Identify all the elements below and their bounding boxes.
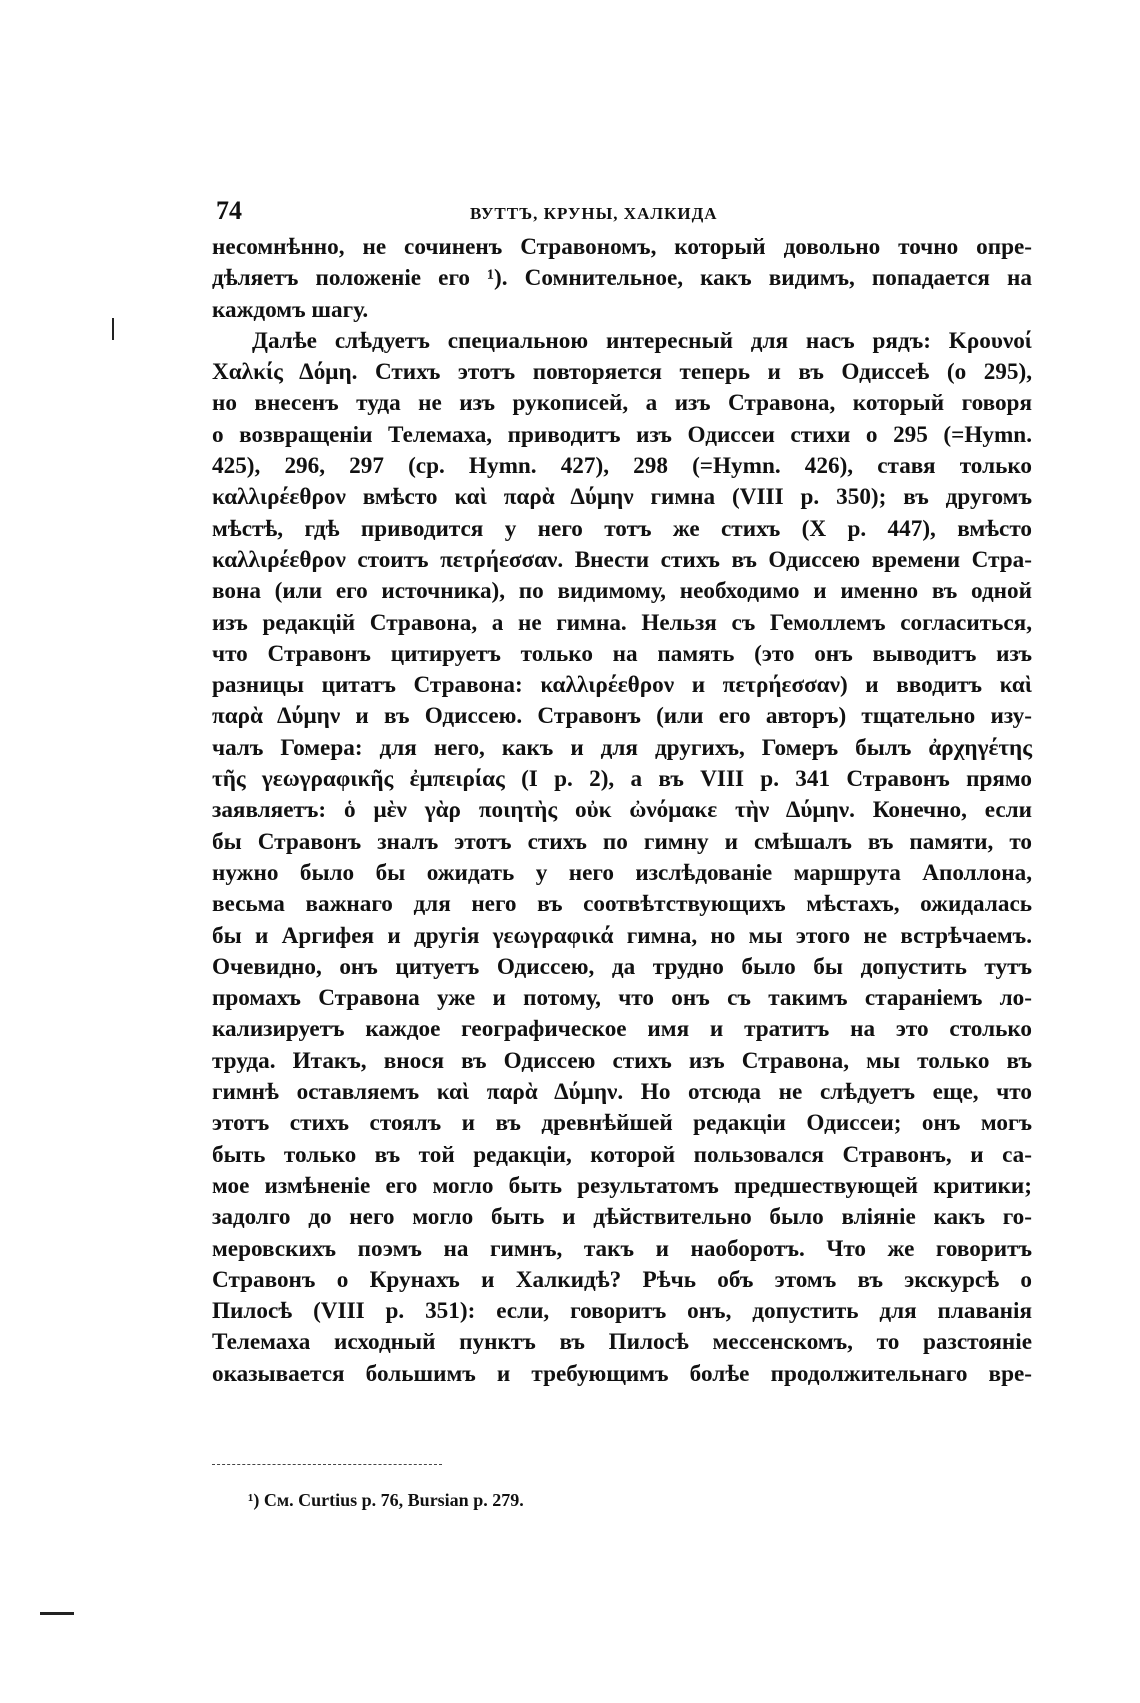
text-line: чалъ Гомера: для него, какъ и для другихъ, Гомеръ былъ ἀρχηγέτης <box>212 734 1032 761</box>
running-head: ВУТТЪ, КРУНЫ, ХАЛКИДА <box>470 204 718 223</box>
text-line: труда. Итакъ, внося въ Одиссею стихъ изъ Стравона, мы только въ <box>212 1047 1032 1074</box>
text-line: этотъ стихъ стоялъ и въ древнѣйшей редакціи Одиссеи; онъ могъ <box>212 1110 1032 1137</box>
text-line: бы Стравонъ зналъ этотъ стихъ по гимну и смѣшалъ въ памяти, то <box>212 828 1032 855</box>
text-line: промахъ Стравона уже и потому, что онъ съ такимъ стараніемъ ло- <box>212 985 1032 1012</box>
text-line: что Стравонъ цитируетъ только на память (это онъ выводитъ изъ <box>212 640 1032 667</box>
body-text <box>212 232 1032 1390</box>
text-line: задолго до него могло быть и дѣйствительно было вліяніе какъ го- <box>212 1204 1032 1231</box>
text-line: παρὰ Δύμην и въ Одиссею. Стравонъ (или его авторъ) тщательно изу- <box>212 703 1032 730</box>
text-line: мое измѣненіе его могло быть результатомъ предшествующей критики; <box>212 1172 1032 1199</box>
footnote: ¹) См. Curtius p. 76, Bursian p. 279. <box>248 1490 524 1510</box>
text-line: несомнѣнно, не сочиненъ Стравономъ, который довольно точно опре- <box>212 234 1032 260</box>
text-line: нужно было бы ожидать у него изслѣдованіе маршрута Аполлона, <box>212 859 1032 886</box>
text-line: разницы цитатъ Стравона: καλλιρέεθρον и πετρήεσσαν) и вводитъ καὶ <box>212 672 1032 699</box>
text-line: каждомъ шагу. <box>212 296 369 323</box>
text-line: Стравонъ о Крунахъ и Халкидѣ? Рѣчь объ этомъ въ экскурсѣ о <box>212 1266 1032 1293</box>
corner-dash <box>40 1612 74 1615</box>
text-line: τῆς γεωγραφικῆς ἐμπειρίας (I p. 2), а въ VIII p. 341 Стравонъ прямо <box>212 766 1032 793</box>
text-line: кализируетъ каждое географическое имя и тратитъ на это столько <box>212 1016 1032 1043</box>
footnote-rule <box>212 1464 442 1465</box>
text-line: Телемаха исходный пунктъ въ Пилосѣ мессенскомъ, то разстояніе <box>212 1329 1032 1356</box>
text-line: дѣляетъ положеніе его ¹). Сомнительное, какъ видимъ, попадается на <box>212 265 1032 292</box>
text-line: Пилосѣ (VIII p. 351): если, говоритъ онъ, допустить для плаванія <box>212 1298 1032 1325</box>
text-line: Χαλκίς Δόμη. Стихъ этотъ повторяется теперь и въ Одиссеѣ (o 295), <box>212 359 1032 386</box>
text-line: быть только въ той редакціи, которой пользовался Стравонъ, и са- <box>212 1141 1032 1168</box>
text-line: о возвращеніи Телемаха, приводитъ изъ Одиссеи стихи o 295 (=Hymn. <box>212 421 1032 448</box>
text-line: Далѣе слѣдуетъ специальною интересный для насъ рядъ: Κρουνοί <box>252 327 1032 354</box>
text-line: καλλιρέεθρον стоитъ πετρήεσσαν. Внести стихъ въ Одиссею времени Стра- <box>212 546 1032 573</box>
text-line: мѣстѣ, гдѣ приводится у него тотъ же стихъ (X p. 447), вмѣсто <box>212 515 1032 542</box>
text-line: но внесенъ туда не изъ рукописей, а изъ Стравона, который говоря <box>212 390 1032 417</box>
text-line: вона (или его источника), по видимому, необходимо и именно въ одной <box>212 578 1032 605</box>
text-line: заявляетъ: ὁ μὲν γὰρ ποιητὴς οὐκ ὠνόμακε τὴν Δύμην. Конечно, если <box>212 797 1032 824</box>
text-line: меровскихъ поэмъ на гимнъ, такъ и наоборотъ. Что же говоритъ <box>212 1235 1032 1262</box>
text-line: бы и Аргифея и другія γεωγραφικά гимна, но мы этого не встрѣчаемъ. <box>212 922 1032 949</box>
page-number: 74 <box>216 196 242 225</box>
text-line: оказывается большимъ и требующимъ болѣе продолжительнаго вре- <box>212 1360 1032 1387</box>
text-line: 425), 296, 297 (cp. Hymn. 427), 298 (=Hymn. 426), ставя только <box>212 453 1032 480</box>
text-line: Очевидно, онъ цитуетъ Одиссею, да трудно было бы допустить тутъ <box>212 953 1032 980</box>
margin-mark <box>112 318 114 340</box>
text-line: изъ редакцій Стравона, а не гимна. Нельзя съ Гемоллемъ согласиться, <box>212 609 1032 636</box>
text-line: весьма важнаго для него въ соотвѣтствующихъ мѣстахъ, ожидалась <box>212 891 1032 918</box>
text-line: καλλιρέεθρον вмѣсто καὶ παρὰ Δύμην гимна (VIII p. 350); въ другомъ <box>212 484 1032 511</box>
text-line: гимнѣ оставляемъ καὶ παρὰ Δύμην. Но отсюда не слѣдуетъ еще, что <box>212 1079 1032 1106</box>
